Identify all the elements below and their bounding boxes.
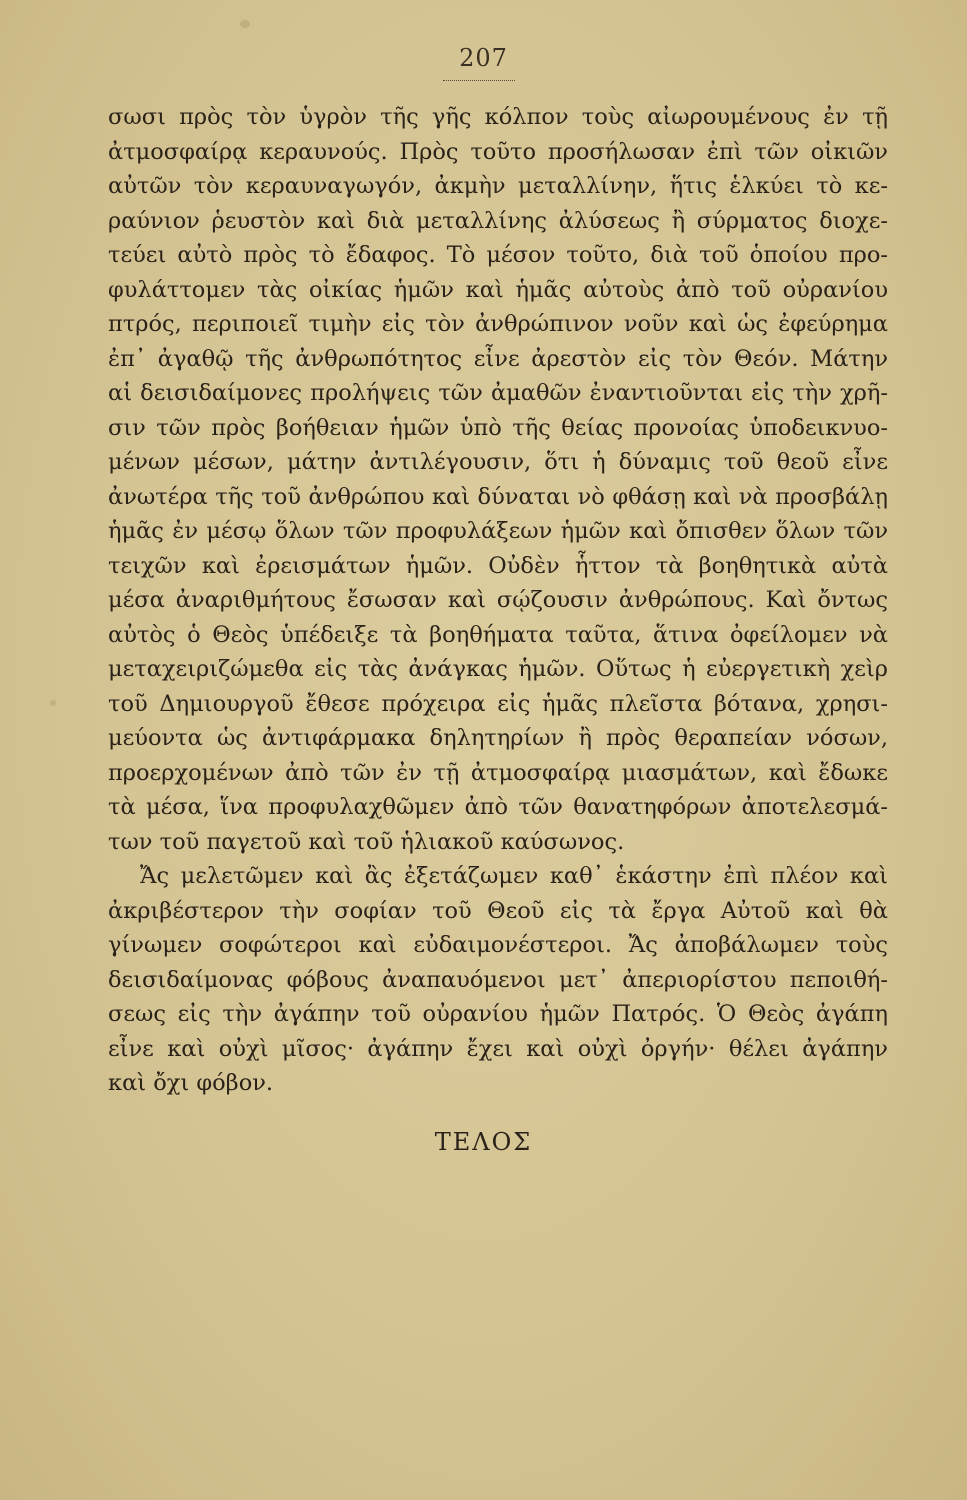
text-line: τεύει αὐτὸ πρὸς τὸ ἔδαφος. Τὸ μέσον τοῦτο, διὰ τοῦ ὁποίου προ- <box>108 242 888 268</box>
page-number-underline <box>443 80 515 81</box>
text-line: σεως εἰς τὴν ἀγάπην τοῦ οὐρανίου ἡμῶν Πατρός. Ὁ Θεὸς ἀγάπη <box>108 1001 888 1027</box>
text-line: ἀκριβέστερον τὴν σοφίαν τοῦ Θεοῦ εἰς τὰ ἔργα Αὐτοῦ καὶ θὰ <box>108 897 888 924</box>
text-line: ἀτμοσφαίρᾳ κεραυνούς. Πρὸς τοῦτο προσήλωσαν ἐπὶ τῶν οἰκιῶν <box>108 138 888 165</box>
text-line: τὰ μέσα, ἵνα προφυλαχθῶμεν ἀπὸ τῶν θανατηφόρων ἀποτελεσμά- <box>108 794 888 820</box>
text-line: δεισιδαίμονας φόβους ἀναπαυόμενοι μετ᾽ ἀπεριορίστου πεποιθή- <box>108 966 888 993</box>
text-line: προερχομένων ἀπὸ τῶν ἐν τῇ ἀτμοσφαίρᾳ μιασμάτων, καὶ ἔδωκε <box>108 759 888 786</box>
text-line: ραύνιον ῥευστὸν καὶ διὰ μεταλλίνης ἀλύσεως ἢ σύρματος διοχε- <box>108 207 888 234</box>
text-line: ἀνωτέρα τῆς τοῦ ἀνθρώπου καὶ δύναται νὸ φθάσῃ καὶ νὰ προσβάλῃ <box>108 483 888 510</box>
text-line: τειχῶν καὶ ἐρεισμάτων ἡμῶν. Οὐδὲν ἧττον τὰ βοηθητικὰ αὐτὰ <box>108 552 888 579</box>
text-line: Ἄς μελετῶμεν καὶ ἂς ἐξετάζωμεν καθ᾽ ἑκάστην ἐπὶ πλέον καὶ <box>140 863 888 889</box>
text-line: ἡμᾶς ἐν μέσῳ ὅλων τῶν προφυλάξεων ἡμῶν καὶ ὄπισθεν ὅλων τῶν <box>108 518 888 544</box>
text-line: αἱ δεισιδαίμονες προλήψεις τῶν ἀμαθῶν ἐναντιοῦνται εἰς τὴν χρῆ- <box>108 380 888 406</box>
end-marker: ΤΕΛΟΣ <box>434 1128 533 1156</box>
text-line: ἐπ᾽ ἀγαθῷ τῆς ἀνθρωπότητος εἶνε ἀρεστὸν εἰς τὸν Θεόν. Μάτην <box>108 345 888 372</box>
paper-stain <box>50 700 56 706</box>
text-line: μέσα ἀναριθμήτους ἔσωσαν καὶ σῴζουσιν ἀνθρώπους. Καὶ ὄντως <box>108 587 888 613</box>
page-number: 207 <box>459 44 508 72</box>
text-line: αὐτὸς ὁ Θεὸς ὑπέδειξε τὰ βοηθήματα ταῦτα, ἅτινα ὀφείλομεν νὰ <box>108 621 888 648</box>
text-line: φυλάττομεν τὰς οἰκίας ἡμῶν καὶ ἡμᾶς αὐτοὺς ἀπὸ τοῦ οὐρανίου <box>108 276 888 303</box>
text-line: σιν τῶν πρὸς βοήθειαν ἡμῶν ὑπὸ τῆς θείας προνοίας ὑποδεικνυο- <box>108 414 888 441</box>
paper-stain <box>240 20 250 28</box>
text-line: σωσι πρὸς τὸν ὑγρὸν τῆς γῆς κόλπον τοὺς αἰωρουμένους ἐν τῇ <box>108 104 888 130</box>
text-line: πτρός, περιποιεῖ τιμὴν εἰς τὸν ἀνθρώπινον νοῦν καὶ ὡς ἐφεύρημα <box>108 311 888 337</box>
text-line: εἶνε καὶ οὐχὶ μῖσος· ἀγάπην ἔχει καὶ οὐχὶ ὀργήν· θέλει ἀγάπην <box>108 1035 888 1062</box>
text-line: καὶ ὄχι φόβον. <box>108 1070 274 1096</box>
text-line: αὐτῶν τὸν κεραυναγωγόν, ἀκμὴν μεταλλίνην, ἥτις ἑλκύει τὸ κε- <box>108 173 888 199</box>
text-line: γίνωμεν σοφώτεροι καὶ εὐδαιμονέστεροι. Ἄς ἀποβάλωμεν τοὺς <box>108 932 888 958</box>
text-line: τοῦ Δημιουργοῦ ἔθεσε πρόχειρα εἰς ἡμᾶς πλεῖστα βότανα, χρησι- <box>108 690 888 717</box>
text-line: μεύοντα ὡς ἀντιφάρμακα δηλητηρίων ἢ πρὸς θεραπείαν νόσων, <box>108 725 888 751</box>
text-line: μένων μέσων, μάτην ἀντιλέγουσιν, ὅτι ἡ δύναμις τοῦ θεοῦ εἶνε <box>108 449 888 475</box>
body-text <box>108 100 888 1101</box>
text-line: μεταχειριζώμεθα εἰς τὰς ἀνάγκας ἡμῶν. Οὕτως ἡ εὐεργετικὴ χεὶρ <box>108 656 888 682</box>
text-line: των τοῦ παγετοῦ καὶ τοῦ ἡλιακοῦ καύσωνος. <box>108 828 625 855</box>
